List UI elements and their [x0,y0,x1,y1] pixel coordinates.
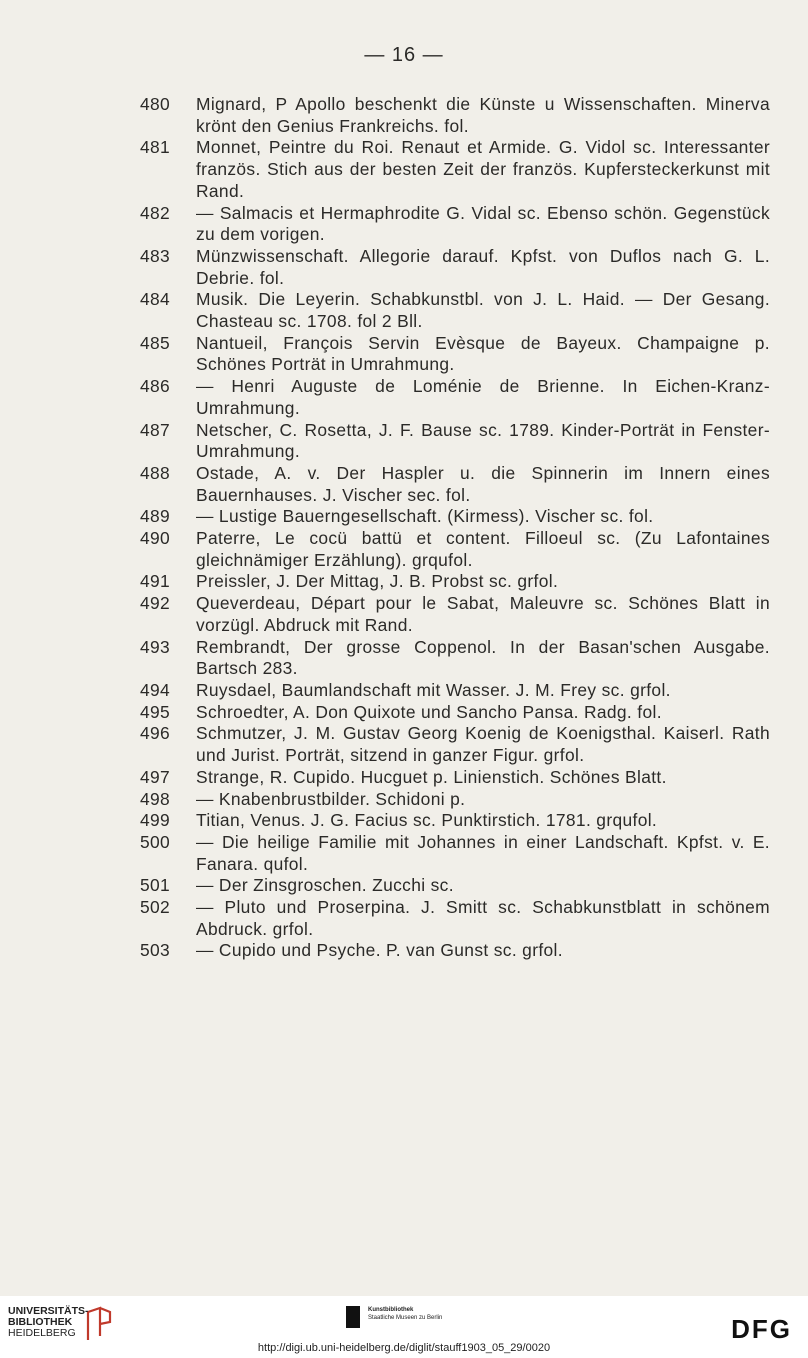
catalog-entry [140,767,770,789]
entry-text: — Cupido und Psyche. P. van Gunst sc. grfol. [196,940,563,961]
entry-number: 491 [140,571,171,592]
entry-text: Mignard, P Apollo beschenkt die Künste u Wissenschaften. Minerva krönt den Genius Frankreichs. fol. [196,94,770,136]
entry-text: Titian, Venus. J. G. Facius sc. Punktirstich. 1781. grqufol. [196,810,658,831]
entry-text: Monnet, Peintre du Roi. Renaut et Armide. G. Vidol sc. Interessanter französ. Stich aus der besten Zeit der französ. Kupfersteckerkunst mit Rand. [196,137,770,201]
catalog-entry [140,810,770,832]
entry-number: 498 [140,788,171,809]
entry-text: Ostade, A. v. Der Haspler u. die Spinnerin im Innern eines Bauernhauses. J. Vischer sec. fol. [196,462,770,505]
entry-text: Musik. Die Leyerin. Schabkunstbl. von J. L. Haid. — Der Gesang. Chasteau sc. 1708. fol 2 Bll. [196,289,770,332]
entry-number: 497 [140,766,171,787]
entry-number: 483 [140,245,171,266]
entry-text: Netscher, C. Rosetta, J. F. Bause sc. 1789. Kinder-Porträt in Fenster-Umrahmung. [196,419,770,462]
kb-square-icon [346,1306,360,1328]
entry-number: 496 [140,723,171,744]
catalog-entry [140,94,770,137]
entry-number: 481 [140,137,171,158]
catalog-entry [140,246,770,289]
university-library-logo[interactable] [8,1306,89,1339]
entry-number: 490 [140,528,171,549]
entry-text: Rembrandt, Der grosse Coppenol. In der Basan'schen Ausgabe. Bartsch 283. [196,636,770,679]
entry-number: 488 [140,462,171,483]
catalog-entry [140,376,770,419]
catalog-entry [140,333,770,376]
dfg-logo[interactable]: DFG [731,1314,792,1344]
kb-subtitle: Staatliche Museen zu Berlin [368,1315,443,1321]
entry-text: Preissler, J. Der Mittag, J. B. Probst sc. grfol. [196,571,559,592]
entry-text: — Salmacis et Hermaphrodite G. Vidal sc. Ebenso schön. Gegenstück zu dem vorigen. [196,202,770,245]
ub-name-line3: HEIDELBERG [8,1327,76,1339]
entry-text: Schroedter, A. Don Quixote und Sancho Pansa. Radg. fol. [196,701,662,722]
catalog-entry [140,723,770,766]
entry-number: 484 [140,289,171,310]
entry-number: 480 [140,94,171,114]
footer [0,1296,808,1358]
catalog-entry [140,203,770,246]
entry-text: Schmutzer, J. M. Gustav Georg Koenig de Koenigsthal. Kaiserl. Rath und Jurist. Porträt, sitzend in ganzer Figur. grfol. [196,723,770,766]
entry-number: 501 [140,875,171,896]
ub-name-line2: BIBLIOTHEK [8,1316,73,1328]
catalog-entry [140,702,770,724]
catalog-entry [140,289,770,332]
catalog-entry [140,528,770,571]
entry-number: 494 [140,679,171,700]
entry-number: 499 [140,810,171,831]
source-url[interactable]: http://digi.ub.uni-heidelberg.de/diglit/stauff1903_05_29/0020 [257,1342,551,1354]
page-number: — 16 — [364,44,444,66]
entry-text: — Henri Auguste de Loménie de Brienne. In Eichen-Kranz-Umrahmung. [196,376,770,418]
entry-number: 486 [140,376,171,397]
entry-number: 502 [140,897,171,918]
catalog-entry [140,137,770,202]
entry-text: Münzwissenschaft. Allegorie darauf. Kpfst. von Duflos nach G. L. Debrie. fol. [196,245,770,288]
catalog-entry [140,875,770,897]
entry-text: Nantueil, François Servin Evèsque de Bayeux. Champaigne p. Schönes Porträt in Umrahmung. [196,332,770,375]
ub-emblem-icon [82,1306,114,1342]
entry-text: — Der Zinsgroschen. Zucchi sc. [196,875,454,896]
entry-number: 495 [140,701,171,722]
entry-number: 500 [140,831,171,852]
entry-text: — Lustige Bauerngesellschaft. (Kirmess). Vischer sc. fol. [196,506,654,527]
entry-text: — Die heilige Familie mit Johannes in einer Landschaft. Kpfst. v. E. Fanara. qufol. [196,831,770,874]
entry-number: 489 [140,506,171,527]
catalog-entry [140,832,770,875]
entry-text: Ruysdael, Baumlandschaft mit Wasser. J. M. Frey sc. grfol. [196,679,671,700]
entry-text: Strange, R. Cupido. Hucguet p. Linienstich. Schönes Blatt. [196,766,667,787]
catalog-list [140,94,770,962]
catalog-entry [140,420,770,463]
catalog-entry [140,789,770,811]
catalog-entry [140,506,770,528]
catalog-entry [140,571,770,593]
kunstbibliothek-logo[interactable] [346,1306,442,1328]
catalog-entry [140,680,770,702]
entry-text: — Pluto und Proserpina. J. Smitt sc. Schabkunstblatt in schönem Abdruck. grfol. [196,897,770,939]
kb-name: Kunstbibliothek [368,1307,414,1313]
catalog-entry [140,940,770,962]
catalog-entry [140,897,770,940]
entry-text: Paterre, Le cocü battü et content. Filloeul sc. (Zu Lafontaines gleichnämiger Erzählung). grqufol. [196,528,770,570]
entry-number: 492 [140,593,171,614]
entry-number: 503 [140,940,171,961]
entry-number: 485 [140,332,171,353]
catalog-entry [140,463,770,506]
ub-name-line1: UNIVERSITÄTS- [8,1305,89,1317]
catalog-entry [140,593,770,636]
entry-text: Queverdeau, Départ pour le Sabat, Maleuvre sc. Schönes Blatt in vorzügl. Abdruck mit Rand. [196,593,770,635]
entry-text: — Knabenbrustbilder. Schidoni p. [196,788,466,809]
entry-number: 493 [140,636,171,657]
entry-number: 482 [140,202,171,223]
entry-number: 487 [140,419,171,440]
catalog-entry [140,637,770,680]
